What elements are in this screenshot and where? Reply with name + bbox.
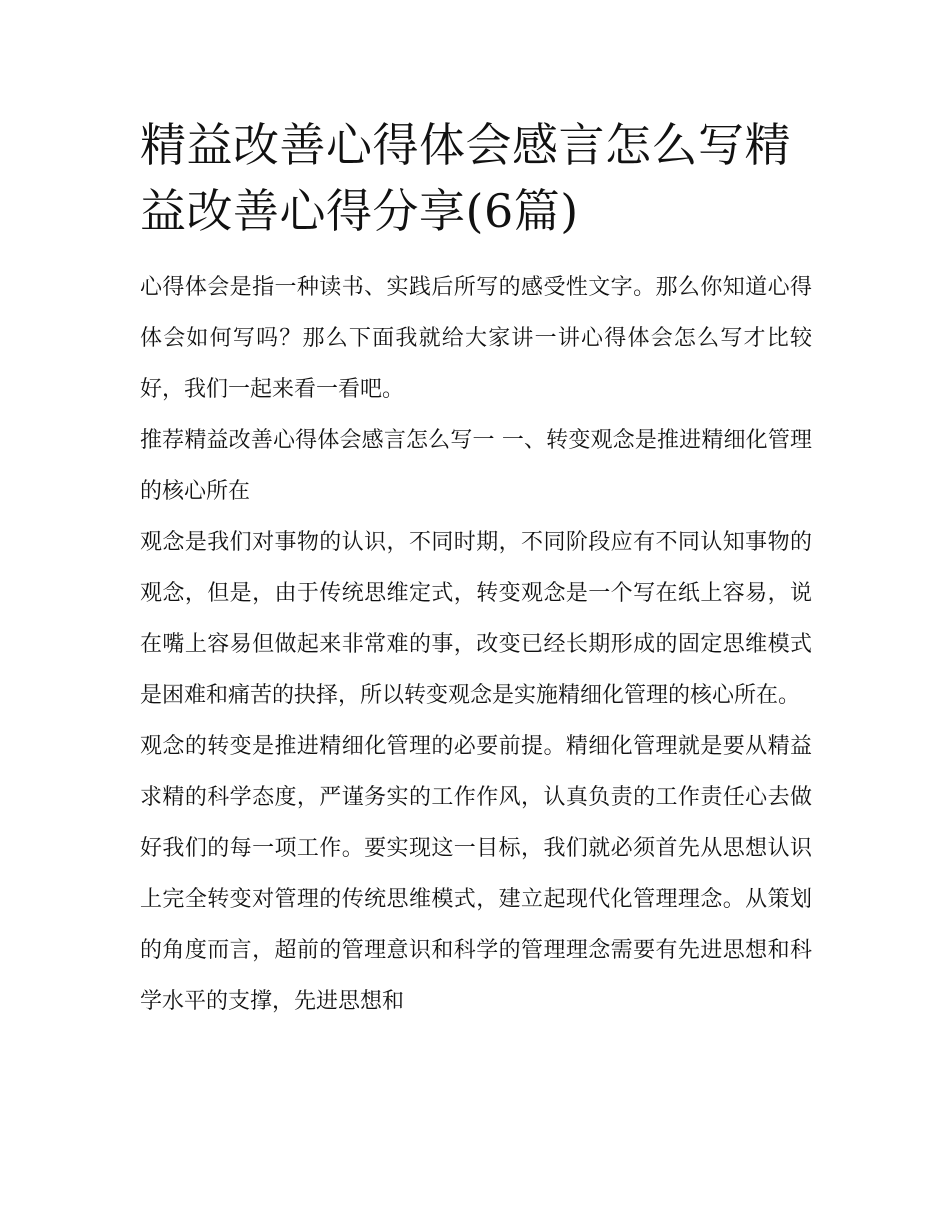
paragraph-transformation: 观念的转变是推进精细化管理的必要前提。精细化管理就是要从精益求精的科学态度，严谨务实的工作作风，认真负责的工作责任心去做好我们的每一项工作。要实现这一目标，我们就必须首先从思想认识上完全转变对管理的传统思维模式，建立起现代化管理理念。从策划的角度而言，超前的管理意识和科学的管理理念需要有先进思想和科学水平的支撑，先进思想和 [140, 734, 812, 1014]
paragraph-intro: 心得体会是指一种读书、实践后所写的感受性文字。那么你知道心得体会如何写吗？那么下面我就给大家讲一讲心得体会怎么写才比较好，我们一起来看一看吧。 [140, 275, 812, 402]
document-title: 精益改善心得体会感言怎么写精益改善心得分享(6篇) [140, 118, 791, 238]
paragraph-section-heading: 推荐精益改善心得体会感言怎么写一 一、转变观念是推进精细化管理的核心所在 [140, 428, 812, 504]
paragraph-concept: 观念是我们对事物的认识，不同时期，不同阶段应有不同认知事物的观念，但是，由于传统思维定式，转变观念是一个写在纸上容易，说在嘴上容易但做起来非常难的事，改变已经长期形成的固定思维模式是困难和痛苦的抉择，所以转变观念是实施精细化管理的核心所在。 [140, 530, 812, 708]
document-body [140, 112, 812, 1027]
